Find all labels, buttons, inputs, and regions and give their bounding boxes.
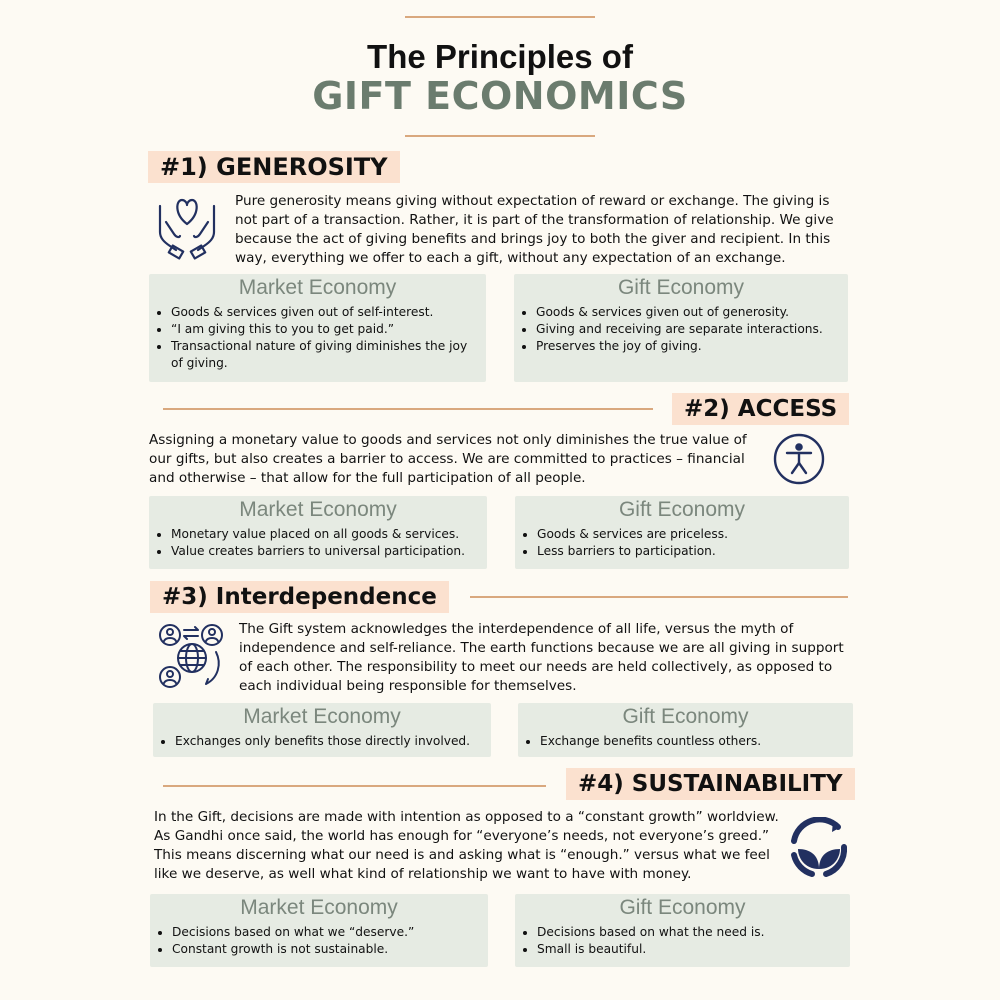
sustainability-icon	[788, 817, 850, 879]
list-item: • Giving and receiving are separate interactions.	[536, 321, 838, 338]
market-economy-list	[150, 924, 488, 958]
gift-economy-title: Gift Economy	[618, 498, 746, 521]
market-economy-list	[149, 304, 486, 372]
gift-economy-list	[515, 924, 850, 958]
gift-economy-title: Gift Economy	[617, 276, 745, 299]
gift-economy-list	[514, 304, 848, 355]
section-rule-sustainability	[163, 785, 546, 787]
market-economy-title: Market Economy	[240, 896, 398, 919]
list-item: • “I am giving this to you to get paid.”	[171, 321, 476, 338]
title-bottom-rule	[405, 135, 595, 137]
list-item: • Exchanges only benefits those directly involved.	[175, 733, 481, 750]
list-item: • Decisions based on what we “deserve.”	[172, 924, 478, 941]
market-economy-list	[153, 733, 491, 750]
gift-economy-title: Gift Economy	[619, 896, 746, 919]
section-text-sustainability: In the Gift, decisions are made with intention as opposed to a “constant growth” worldview. As Gandhi once said, the world has enough for “everyone’s needs, not everyone’s greed.” This means discerning what our need is and asking what is “enough.” versus what we feel like we deserve, as well what kind of relationship we want to have with money.	[154, 809, 779, 882]
section-text-interdependence: The Gift system acknowledges the interdependence of all life, versus the myth of independence and self-reliance. The earth functions because we are all giving in support of each other. The responsibility to meet our needs are held collectively, as opposed to each individual being responsible for themselves.	[239, 621, 844, 694]
people-globe-icon	[156, 622, 226, 690]
title-top-rule	[405, 16, 595, 18]
gift-economy-title: Gift Economy	[622, 705, 749, 728]
section-heading-generosity: #1) GENEROSITY	[148, 151, 400, 183]
list-item: • Preserves the joy of giving.	[536, 338, 838, 355]
section-text-access: Assigning a monetary value to goods and services not only diminishes the true value of our gifts, but also creates a barrier to access. We are committed to practices – financial and otherwise – that allow for the full participation of all people.	[149, 432, 747, 486]
gift-economy-box	[514, 274, 848, 382]
gift-economy-box	[518, 703, 853, 757]
list-item: • Monetary value placed on all goods & services.	[171, 526, 477, 543]
page-title-line1: The Principles of	[367, 38, 633, 75]
list-item: • Value creates barriers to universal participation.	[171, 543, 477, 560]
list-item: • Goods & services given out of self-interest.	[171, 304, 476, 321]
gift-economy-box	[515, 496, 849, 569]
market-economy-box	[149, 496, 487, 569]
section-heading-interdependence: #3) Interdependence	[150, 581, 449, 613]
list-item: • Small is beautiful.	[537, 941, 840, 958]
list-item: • Less barriers to participation.	[537, 543, 839, 560]
hands-heart-icon	[152, 194, 222, 262]
section-rule-access	[163, 408, 653, 410]
gift-economy-list	[518, 733, 853, 750]
gift-economy-box	[515, 894, 850, 967]
list-item: • Goods & services given out of generosity.	[536, 304, 838, 321]
market-economy-title: Market Economy	[239, 498, 397, 521]
market-economy-box	[153, 703, 491, 757]
section-text-generosity: Pure generosity means giving without expectation of reward or exchange. The giving is not part of a transaction. Rather, it is part of the transformation of relationship. We give because the act of giving benefits and brings joy to both the giver and recipient. In this way, everything we offer to each a gift, without any expectation of an exchange.	[235, 193, 834, 266]
market-economy-box	[149, 274, 486, 382]
market-economy-title: Market Economy	[243, 705, 401, 728]
market-economy-title: Market Economy	[238, 276, 397, 299]
list-item: • Goods & services are priceless.	[537, 526, 839, 543]
page-title-line2: GIFT ECONOMICS	[312, 74, 688, 118]
gift-economy-list	[515, 526, 849, 560]
accessibility-icon	[772, 432, 826, 486]
market-economy-list	[149, 526, 487, 560]
list-item: • Transactional nature of giving diminishes the joy of giving.	[171, 338, 476, 372]
section-heading-access: #2) ACCESS	[672, 393, 849, 425]
section-heading-sustainability: #4) SUSTAINABILITY	[566, 768, 855, 800]
list-item: • Decisions based on what the need is.	[537, 924, 840, 941]
section-rule-interdependence	[470, 596, 848, 598]
list-item: • Exchange benefits countless others.	[540, 733, 843, 750]
market-economy-box	[150, 894, 488, 967]
list-item: • Constant growth is not sustainable.	[172, 941, 478, 958]
